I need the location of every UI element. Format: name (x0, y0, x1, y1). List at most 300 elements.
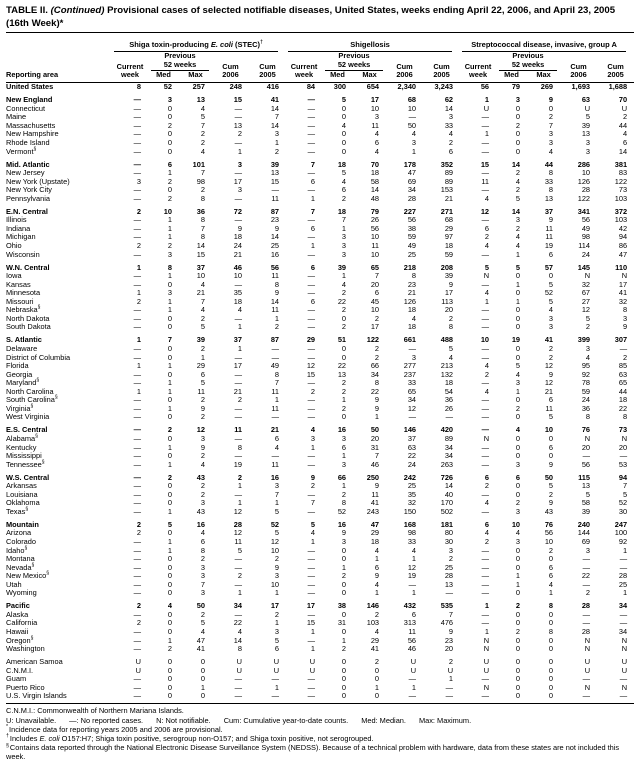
table-row (6, 499, 634, 508)
value-cell: — (307, 344, 316, 353)
reporting-area-cell: New York (Upstate) (6, 176, 70, 186)
value-cell: 2 (374, 313, 380, 323)
value-cell: — (133, 271, 141, 281)
value-cell: 6 (200, 536, 205, 546)
value-cell: 73 (618, 425, 628, 435)
value-cell: 2 (136, 601, 141, 611)
value-cell: — (408, 691, 417, 701)
value-cell: U (236, 665, 242, 675)
table-row (6, 572, 634, 581)
value-cell: — (133, 442, 141, 452)
value-cell: 381 (614, 159, 628, 169)
value-cell: 2 (374, 609, 380, 619)
table-row (6, 564, 634, 573)
value-cell: 2 (136, 618, 141, 628)
value-cell: — (481, 545, 490, 555)
value-cell: 1 (167, 232, 172, 242)
value-cell: 4 (448, 352, 454, 362)
reporting-area-cell: New Hampshire (6, 129, 59, 139)
value-cell: 286 (577, 159, 591, 169)
reporting-area-label: Reporting area (6, 71, 112, 82)
value-cell: 65 (370, 262, 380, 272)
value-cell: 11 (371, 120, 380, 130)
value-cell: 2 (136, 240, 141, 250)
value-cell: 10 (370, 232, 380, 242)
value-cell: 1 (237, 588, 242, 598)
value-cell: U (309, 665, 316, 675)
value-cell: 0 (515, 129, 521, 139)
value-cell: 502 (440, 506, 454, 516)
value-cell: 5 (200, 618, 205, 628)
value-cell: — (133, 215, 141, 225)
footnote-dagger: †Includes E. coli O157:H7; Shiga toxin positive, serogroup non-O157; and Shiga toxin positive, not serogrouped. (6, 733, 374, 743)
value-cell: — (619, 609, 628, 619)
value-cell: 17 (370, 95, 380, 105)
value-cell: 58 (581, 498, 591, 508)
value-cell: 8 (200, 193, 205, 203)
year-2005-label: 2005 (249, 71, 286, 82)
value-cell: 0 (515, 442, 521, 452)
value-cell: 16 (337, 519, 347, 529)
value-cell: 0 (548, 665, 554, 675)
value-cell: — (481, 571, 490, 581)
value-cell: 92 (581, 369, 591, 379)
value-cell: 4 (200, 626, 205, 636)
value-cell: 33 (407, 536, 417, 546)
value-cell: 2 (200, 344, 205, 353)
value-cell: 3 (515, 215, 521, 225)
value-cell: 0 (515, 657, 521, 667)
value-cell: 8 (200, 215, 205, 225)
value-cell: 2 (167, 644, 172, 654)
value-cell: 17 (306, 601, 316, 611)
value-cell: — (481, 506, 490, 516)
value-cell: 6 (548, 395, 554, 405)
value-cell: — (271, 674, 280, 684)
value-cell: — (133, 369, 141, 379)
value-cell: 3 (548, 129, 554, 139)
value-cell: 33 (407, 378, 417, 388)
value-cell: U (236, 657, 242, 667)
table-row (6, 148, 634, 157)
value-cell: 101 (192, 159, 205, 169)
table-row (6, 405, 634, 414)
table-row (6, 354, 634, 363)
value-cell: 2 (200, 489, 205, 499)
value-cell: U (135, 657, 141, 667)
value-cell: 8 (274, 279, 280, 289)
reporting-area-cell: Mississippi (6, 451, 42, 461)
value-cell: 0 (515, 137, 521, 147)
value-cell: — (271, 185, 280, 195)
reporting-area-cell: Alabama§ (6, 433, 38, 443)
value-cell: 0 (548, 618, 554, 628)
value-cell: 150 (403, 506, 417, 516)
value-cell: — (307, 571, 316, 581)
value-cell: 2 (341, 322, 347, 332)
value-cell: 94 (618, 472, 628, 482)
value-cell: 22 (233, 618, 242, 628)
value-cell: 726 (440, 472, 454, 482)
value-cell: 4 (200, 305, 205, 315)
value-cell: 36 (581, 403, 591, 413)
value-cell: 8 (374, 378, 380, 388)
value-cell: 17 (444, 288, 454, 298)
value-cell: 13 (581, 129, 591, 139)
value-cell: 0 (200, 657, 205, 667)
value-cell: 45 (370, 296, 380, 306)
value-cell: 2 (167, 176, 172, 186)
value-cell: 52 (618, 498, 628, 508)
value-cell: 0 (374, 674, 380, 684)
value-cell: 97 (444, 232, 454, 242)
value-cell: 0 (167, 579, 172, 589)
value-cell: 10 (370, 103, 380, 113)
table-row (6, 581, 634, 590)
reporting-area-cell: South Dakota (6, 322, 51, 332)
value-cell: 13 (544, 193, 554, 203)
table-row (6, 637, 634, 646)
value-cell: 0 (167, 129, 172, 139)
value-cell: 2 (341, 644, 347, 654)
value-cell: 56 (581, 215, 591, 225)
legend-med: Med: Median. (361, 715, 406, 725)
value-cell: — (133, 146, 141, 156)
value-cell: 34 (618, 601, 628, 611)
value-cell: 0 (341, 682, 347, 692)
value-cell: 14 (511, 206, 521, 216)
value-cell: 25 (618, 579, 628, 589)
value-cell: 0 (167, 481, 172, 491)
value-cell: 6 (341, 185, 347, 195)
year-2005-label: 2005 (423, 71, 460, 82)
value-cell: — (307, 322, 316, 332)
table-row (6, 538, 634, 547)
group-header-strep: Streptococcal disease, invasive, group A (460, 37, 634, 52)
reporting-area-cell: Rhode Island (6, 137, 50, 147)
value-cell: 3 (622, 313, 628, 323)
legend-cum: Cum: Cumulative year-to-date counts. (223, 715, 349, 725)
value-cell: — (133, 682, 141, 692)
value-cell: 11 (408, 626, 417, 636)
value-cell: N (621, 635, 628, 645)
value-cell: — (133, 691, 141, 701)
value-cell: — (307, 588, 316, 598)
value-cell: 0 (515, 271, 521, 281)
value-cell: U (135, 665, 141, 675)
table-row (6, 113, 634, 122)
value-cell: 18 (233, 296, 242, 306)
value-cell: 1 (448, 674, 454, 684)
table-row (6, 345, 634, 354)
value-cell: 15 (480, 159, 490, 169)
value-cell: — (133, 313, 141, 323)
value-cell: — (619, 451, 628, 461)
value-cell: — (582, 618, 591, 628)
table-row (6, 547, 634, 556)
value-cell: 2 (515, 626, 521, 636)
value-cell: 7 (622, 481, 628, 491)
value-cell: 661 (403, 335, 417, 345)
value-cell: 3 (585, 545, 591, 555)
value-cell: 34 (444, 442, 454, 452)
value-cell: 1 (515, 279, 521, 289)
value-cell: 52 (544, 288, 554, 298)
value-cell: 56 (407, 635, 417, 645)
value-cell: 341 (577, 206, 591, 216)
value-cell: 5 (515, 193, 521, 203)
value-cell: 16 (196, 519, 205, 529)
reporting-area-cell: Ohio (6, 240, 22, 250)
value-cell: — (133, 498, 141, 508)
value-cell: 7 (548, 120, 554, 130)
value-cell: 11 (271, 305, 280, 315)
value-cell: 26 (444, 403, 454, 413)
table-row (6, 388, 634, 397)
value-cell: 122 (614, 176, 628, 186)
reporting-area-cell: Wyoming (6, 588, 37, 598)
value-cell: 9 (374, 481, 380, 491)
value-cell: 24 (233, 240, 242, 250)
value-cell: 5 (274, 635, 280, 645)
value-cell: 8 (548, 601, 554, 611)
value-cell: 3 (274, 571, 280, 581)
value-cell: N (621, 433, 628, 443)
reporting-area-cell: Mountain (6, 519, 39, 529)
value-cell: — (408, 579, 417, 589)
med-label: Med (322, 71, 353, 82)
value-cell: 8 (136, 82, 141, 92)
value-cell: 2 (448, 137, 454, 147)
value-cell: 0 (515, 395, 521, 405)
value-cell: 5 (515, 262, 521, 272)
value-cell: 3 (200, 433, 205, 443)
value-cell: 57 (544, 262, 554, 272)
value-cell: 0 (548, 644, 554, 654)
value-cell: 132 (440, 369, 454, 379)
spacer-cell (6, 52, 112, 61)
value-cell: 4 (484, 528, 490, 538)
value-cell: 1 (167, 386, 172, 396)
value-cell: 1 (274, 618, 280, 628)
value-cell: 70 (370, 159, 380, 169)
value-cell: 313 (403, 618, 417, 628)
cum-label: Cum (396, 61, 413, 71)
table-row (6, 589, 634, 598)
value-cell: 7 (448, 609, 454, 619)
value-cell: 29 (306, 335, 316, 345)
value-cell: 7 (341, 215, 347, 225)
value-cell: — (133, 506, 141, 516)
value-cell: 6 (374, 288, 380, 298)
value-cell: 0 (167, 691, 172, 701)
value-cell: — (234, 691, 242, 701)
value-cell: 26 (370, 215, 380, 225)
value-cell: — (481, 442, 490, 452)
value-cell: 32 (581, 279, 591, 289)
reporting-area-cell: Guam (6, 674, 27, 684)
value-cell: 5 (484, 262, 490, 272)
value-cell: 218 (403, 262, 417, 272)
value-cell: — (133, 403, 141, 413)
value-cell: 0 (515, 146, 521, 156)
value-cell: — (133, 378, 141, 388)
value-cell: 3 (548, 137, 554, 147)
value-cell: — (234, 103, 242, 113)
value-cell: — (133, 554, 141, 564)
value-cell: 0 (515, 481, 521, 491)
value-cell: 145 (577, 262, 591, 272)
reporting-area-cell: Texas§ (6, 506, 29, 516)
table-row (6, 130, 634, 139)
value-cell: 1 (341, 223, 347, 233)
value-cell: 4 (484, 498, 490, 508)
value-cell: 0 (341, 657, 347, 667)
value-cell: 5 (274, 506, 280, 516)
value-cell: 4 (515, 528, 521, 538)
value-cell: — (307, 579, 316, 589)
value-cell: 18 (370, 536, 380, 546)
value-cell: 13 (581, 481, 591, 491)
value-cell: 0 (548, 451, 554, 461)
value-cell: 0 (515, 433, 521, 443)
value-cell: 2 (274, 322, 280, 332)
value-cell: — (133, 103, 141, 113)
value-cell: — (234, 489, 242, 499)
value-cell: — (271, 352, 280, 362)
value-cell: 3 (411, 137, 417, 147)
value-cell: 277 (403, 361, 417, 371)
value-cell: — (481, 279, 490, 289)
value-cell: 1 (274, 682, 280, 692)
table-row (6, 684, 634, 693)
value-cell: 35 (233, 288, 242, 298)
value-cell: 47 (196, 635, 205, 645)
value-cell: 79 (370, 206, 380, 216)
value-cell: 6 (167, 159, 172, 169)
value-cell: 41 (196, 644, 205, 654)
value-cell: 1 (515, 296, 521, 306)
value-cell: 3 (341, 433, 347, 443)
value-cell: 168 (403, 519, 417, 529)
value-cell: 271 (440, 206, 454, 216)
value-cell: — (481, 609, 490, 619)
value-cell: 4 (341, 120, 347, 130)
value-cell: 2 (622, 352, 628, 362)
value-cell: 5 (341, 168, 347, 178)
value-cell: 41 (270, 95, 280, 105)
value-cell: — (619, 554, 628, 564)
value-cell: 2 (237, 571, 242, 581)
value-cell: 1 (167, 168, 172, 178)
value-cell: 5 (310, 519, 316, 529)
value-cell: 5 (548, 412, 554, 422)
title-rule (6, 32, 634, 33)
value-cell: — (307, 103, 316, 113)
value-cell: 0 (548, 657, 554, 667)
table-row (6, 233, 634, 242)
value-cell: 100 (614, 528, 628, 538)
value-cell: 98 (581, 232, 591, 242)
current-label: Current (290, 61, 318, 71)
value-cell: 14 (270, 103, 280, 113)
reporting-area-cell: Vermont§ (6, 146, 37, 156)
value-cell: 23 (444, 635, 454, 645)
value-cell: 5 (167, 519, 172, 529)
value-cell: N (584, 433, 591, 443)
table-label: TABLE II. (6, 5, 51, 16)
value-cell: 69 (581, 536, 591, 546)
value-cell: 59 (581, 386, 591, 396)
value-cell: — (481, 395, 490, 405)
value-cell: 240 (577, 519, 591, 529)
value-cell: 27 (581, 296, 591, 306)
reporting-area-cell: New Mexico§ (6, 570, 50, 581)
reporting-area-cell: Louisiana (6, 489, 38, 499)
value-cell: 1 (310, 536, 316, 546)
value-cell: 22 (337, 296, 347, 306)
value-cell: 98 (407, 528, 417, 538)
value-cell: — (582, 579, 591, 589)
value-cell: 113 (441, 296, 454, 306)
week-label: week (460, 71, 496, 82)
value-cell: 0 (548, 609, 554, 619)
value-cell: 1 (341, 481, 347, 491)
value-cell: 2,340 (397, 82, 417, 92)
value-cell: 2 (515, 185, 521, 195)
value-cell: — (481, 588, 490, 598)
value-cell: 1 (515, 571, 521, 581)
value-cell: 10 (163, 206, 172, 216)
value-cell: 420 (440, 425, 454, 435)
value-cell: 6 (310, 296, 316, 306)
value-cell: U (483, 657, 490, 667)
value-cell: 4 (515, 240, 521, 250)
value-cell: — (234, 352, 242, 362)
table-row (6, 259, 634, 272)
value-cell: 39 (196, 335, 205, 345)
value-cell: 11 (481, 176, 490, 186)
value-cell: 0 (548, 433, 554, 443)
value-cell: 3 (515, 506, 521, 516)
value-cell: 1 (515, 386, 521, 396)
reporting-area-cell: Arkansas (6, 481, 37, 491)
table-row (6, 645, 634, 654)
reporting-area-cell: Mid. Atlantic (6, 159, 50, 169)
value-cell: 49 (270, 361, 280, 371)
value-cell: 0 (341, 626, 347, 636)
value-cell: 1 (310, 193, 316, 203)
value-cell: 4 (274, 442, 280, 452)
value-cell: 20 (444, 644, 454, 654)
value-cell: 2 (374, 657, 380, 667)
reporting-area-cell: Kentucky (6, 442, 37, 452)
value-cell: 8 (341, 498, 347, 508)
value-cell: 416 (266, 82, 280, 92)
value-cell: — (481, 403, 490, 413)
table-row (6, 298, 634, 307)
table-row (6, 396, 634, 405)
value-cell: 1 (167, 223, 172, 233)
value-cell: 2 (515, 601, 521, 611)
value-cell: U (584, 103, 591, 113)
value-cell: 2 (136, 528, 141, 538)
value-cell: 8 (200, 232, 205, 242)
table-title-text: Provisional cases of selected notifiable diseases, United States, weeks ending April 22, 2006, and April 23, 2005 (16th Week)* (6, 5, 616, 29)
value-cell: 12 (233, 506, 242, 516)
value-cell: 22 (370, 386, 380, 396)
value-cell: 11 (545, 223, 554, 233)
